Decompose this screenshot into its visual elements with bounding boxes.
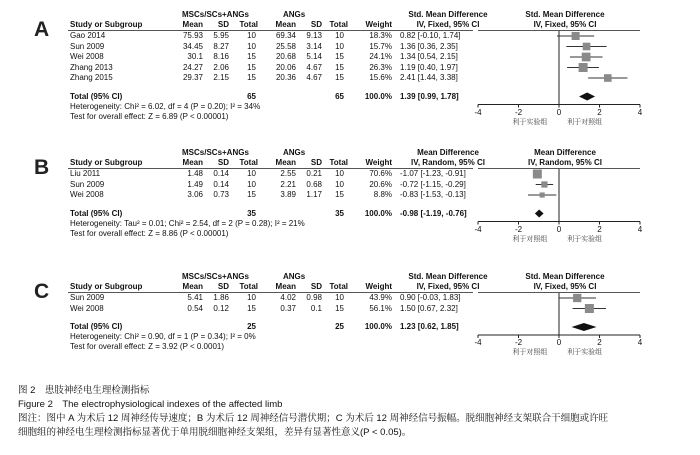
total-row-control: 65: [335, 91, 344, 101]
table-row-total-control: 15: [335, 190, 344, 199]
col-header-weight: Weight: [365, 158, 392, 167]
table-row-mean-control: 20.06: [275, 62, 296, 72]
col-header-weight: Weight: [365, 282, 392, 291]
table-row-sd-treatment: 0.12: [213, 303, 229, 313]
table-row-study: Zhang 2013: [70, 62, 113, 72]
table-row-total-treatment: 10: [247, 31, 256, 40]
table-row-mean-treatment: 3.06: [187, 190, 203, 199]
col-header-total-control: Total: [329, 282, 348, 291]
table-row-total-treatment: 15: [247, 73, 256, 82]
table-row-sd-control: 4.67: [306, 73, 322, 82]
axis-label-left: 利于实验组: [512, 118, 548, 126]
axis-label-right: 利于实验组: [567, 349, 603, 356]
total-row-label: Total (95% CI): [70, 91, 123, 101]
group-header-effect-col: Std. Mean Difference: [408, 10, 488, 19]
table-row-mean-control: 20.36: [275, 73, 296, 82]
axis-label-right: 利于实验组: [567, 235, 603, 243]
table-row-total-control: 15: [335, 52, 344, 61]
col-header-total-control: Total: [329, 158, 348, 167]
panel-letter-a: A: [34, 18, 50, 41]
group-header-control: ANGs: [283, 10, 306, 19]
total-row-control: 35: [335, 208, 344, 218]
table-row-total-treatment: 10: [247, 179, 256, 189]
table-row-sd-treatment: 8.27: [213, 41, 229, 51]
total-row-treatment: 65: [247, 91, 256, 101]
forest-plot-a: [0, 30, 700, 160]
table-row-total-control: 10: [335, 293, 344, 302]
table-row-mean-treatment: 29.37: [182, 73, 203, 82]
col-header-study: Study or Subgroup: [70, 20, 143, 29]
table-row-mean-treatment: 1.48: [187, 169, 203, 178]
table-row-mean-control: 2.55: [280, 169, 296, 178]
table-row-mean-treatment: 34.45: [182, 41, 203, 51]
table-row-weight: 18.3%: [369, 31, 392, 40]
table-row-weight: 20.6%: [369, 179, 392, 189]
heterogeneity-text: Heterogeneity: Chi² = 0.90, df = 1 (P = 0.34); I² = 0%: [70, 332, 256, 341]
total-row-treatment: 25: [247, 322, 256, 331]
col-header-ci: IV, Fixed, 95% CI: [416, 20, 480, 29]
table-row-sd-control: 4.67: [306, 62, 322, 72]
table-row-mean-control: 0.37: [280, 303, 296, 313]
total-row-label: Total (95% CI): [70, 322, 123, 331]
table-row-total-control: 15: [335, 62, 344, 72]
table-row-weight: 26.3%: [369, 62, 392, 72]
table-row-mean-control: 25.58: [275, 41, 296, 51]
study-point: [573, 294, 581, 302]
table-row-sd-control: 9.13: [306, 31, 322, 40]
table-row-weight: 15.7%: [369, 41, 392, 51]
table-row-sd-control: 0.68: [306, 179, 322, 189]
figure-title-en: Figure 2 The electrophysiological indexes of the affected limb: [18, 399, 283, 410]
group-header-effect-col: Mean Difference: [417, 148, 479, 157]
table-row-mean-treatment: 1.49: [187, 179, 203, 189]
study-point: [585, 304, 594, 313]
table-row-weight: 56.1%: [369, 303, 392, 313]
group-header-control: ANGs: [283, 272, 306, 281]
col-header-total-treatment: Total: [239, 282, 258, 291]
x-axis-tick-label: -2: [514, 107, 523, 117]
table-row-study: Sun 2009: [70, 41, 105, 51]
total-row-weight: 100.0%: [364, 322, 392, 331]
x-axis-tick-label: -4: [474, 338, 482, 347]
table-row-total-treatment: 15: [247, 62, 256, 72]
table-row-sd-treatment: 0.14: [213, 179, 229, 189]
table-row-sd-control: 5.14: [306, 52, 322, 61]
table-row-study: Sun 2009: [70, 179, 105, 189]
table-row-sd-treatment: 1.86: [213, 293, 229, 302]
col-header-plot-ci: IV, Fixed, 95% CI: [533, 20, 597, 29]
heterogeneity-text: Heterogeneity: Chi² = 6.02, df = 4 (P = 0.20); I² = 34%: [70, 101, 261, 111]
table-row-total-treatment: 15: [247, 52, 256, 61]
table-row-ci: -1.07 [-1.23, -0.91]: [400, 169, 466, 178]
col-header-plot-ci: IV, Fixed, 95% CI: [533, 282, 597, 291]
table-row-total-control: 10: [335, 169, 344, 178]
table-row-study: Sun 2009: [70, 293, 105, 302]
table-row-sd-treatment: 5.95: [213, 31, 229, 40]
table-row-sd-treatment: 2.06: [213, 62, 229, 72]
group-header-treatment: MSCs/SCs+ANGs: [182, 148, 249, 157]
group-header-effect-plot: Std. Mean Difference: [525, 10, 605, 19]
table-row-weight: 8.8%: [373, 190, 392, 199]
total-row-label: Total (95% CI): [70, 208, 123, 218]
table-row-ci: 1.50 [0.67, 2.32]: [400, 303, 458, 313]
col-header-total-control: Total: [329, 20, 348, 29]
group-header-effect-col: Std. Mean Difference: [408, 272, 488, 281]
table-row-ci: -0.83 [-1.53, -0.13]: [400, 190, 466, 199]
total-row-treatment: 35: [247, 208, 256, 218]
col-header-sd-control: SD: [310, 20, 322, 29]
col-header-mean-treatment: Mean: [182, 158, 203, 167]
table-row-total-control: 10: [335, 31, 344, 40]
table-row-mean-control: 69.34: [275, 31, 296, 40]
study-point: [582, 53, 591, 62]
group-header-control: ANGs: [283, 148, 306, 157]
col-header-mean-control: Mean: [275, 20, 296, 29]
table-row-weight: 24.1%: [369, 52, 392, 61]
table-row-study: Wei 2008: [70, 52, 104, 61]
col-header-total-treatment: Total: [239, 20, 258, 29]
total-row-control: 25: [335, 322, 344, 331]
table-row-ci: 1.34 [0.54, 2.15]: [400, 52, 458, 61]
x-axis-tick-label: 0: [556, 338, 562, 347]
col-header-weight: Weight: [365, 20, 392, 29]
panel-letter-b: B: [34, 156, 50, 179]
col-header-mean-control: Mean: [275, 158, 296, 167]
pooled-diamond: [535, 210, 544, 218]
x-axis-tick-label: 4: [637, 338, 643, 347]
x-axis-tick-label: -4: [474, 107, 482, 117]
col-header-study: Study or Subgroup: [70, 158, 143, 167]
col-header-study: Study or Subgroup: [70, 282, 143, 291]
table-row-ci: 2.41 [1.44, 3.38]: [400, 73, 458, 82]
table-row-total-control: 10: [335, 41, 344, 51]
table-row-sd-treatment: 2.15: [213, 73, 229, 82]
x-axis-tick-label: 4: [637, 107, 643, 117]
overall-effect-text: Test for overall effect: Z = 8.86 (P < 0.00001): [70, 228, 229, 238]
col-header-total-treatment: Total: [239, 158, 258, 167]
x-axis-tick-label: -2: [514, 338, 523, 347]
study-point: [540, 192, 545, 197]
x-axis-tick-label: -4: [474, 224, 482, 234]
table-row-mean-control: 4.02: [280, 293, 296, 302]
table-row-mean-treatment: 24.27: [182, 62, 203, 72]
table-row-total-treatment: 15: [247, 303, 256, 313]
table-row-ci: 1.36 [0.36, 2.35]: [400, 41, 458, 51]
table-row-sd-control: 0.1: [310, 303, 322, 313]
group-header-effect-plot: Mean Difference: [534, 148, 596, 157]
study-point: [579, 63, 588, 72]
col-header-sd-control: SD: [310, 158, 322, 167]
study-point: [572, 32, 580, 40]
panel-letter-c: C: [34, 280, 50, 303]
col-header-mean-control: Mean: [275, 282, 296, 291]
table-row-study: Liu 2011: [70, 169, 101, 178]
table-row-sd-control: 0.21: [306, 169, 322, 178]
col-header-ci: IV, Random, 95% CI: [411, 158, 485, 167]
axis-label-right: 利于对照组: [567, 118, 603, 126]
study-point: [541, 181, 547, 187]
table-row-total-control: 15: [335, 73, 344, 82]
x-axis-tick-label: 4: [637, 224, 643, 234]
figure-title-zh: 图 2 患肢神经电生理检测指标: [18, 385, 150, 396]
table-row-mean-control: 3.89: [280, 190, 296, 199]
table-row-study: Zhang 2015: [70, 73, 113, 82]
total-row-ci: -0.98 [-1.19, -0.76]: [400, 208, 467, 218]
table-row-mean-treatment: 5.41: [187, 293, 203, 302]
table-row-ci: 1.19 [0.40, 1.97]: [400, 62, 458, 72]
table-row-total-treatment: 10: [247, 169, 256, 178]
group-header-treatment: MSCs/SCs+ANGs: [182, 272, 249, 281]
table-row-study: Gao 2014: [70, 31, 106, 40]
study-point: [583, 43, 591, 51]
table-row-total-control: 15: [335, 303, 344, 313]
figure-note-line1: 图注：图中 A 为术后 12 周神经传导速度；B 为术后 12 周神经信号潜伏期；C 为术后 12 周神经信号振幅。脱细胞神经支架联合干细胞或许旺: [18, 413, 609, 424]
study-point: [533, 170, 542, 179]
heterogeneity-text: Heterogeneity: Tau² = 0.01; Chi² = 2.54, df = 2 (P = 0.28); I² = 21%: [70, 218, 305, 228]
table-row-mean-treatment: 75.93: [182, 31, 203, 40]
x-axis-tick-label: 0: [556, 107, 562, 117]
pooled-diamond: [572, 323, 597, 331]
table-row-mean-treatment: 30.1: [187, 52, 203, 61]
col-header-sd-treatment: SD: [217, 282, 229, 291]
col-header-sd-treatment: SD: [217, 20, 229, 29]
col-header-sd-treatment: SD: [217, 158, 229, 167]
col-header-mean-treatment: Mean: [182, 20, 203, 29]
total-row-weight: 100.0%: [364, 91, 392, 101]
col-header-sd-control: SD: [310, 282, 322, 291]
col-header-ci: IV, Fixed, 95% CI: [416, 282, 480, 291]
table-row-sd-control: 3.14: [306, 41, 322, 51]
table-row-total-treatment: 10: [247, 293, 256, 302]
table-row-total-treatment: 15: [247, 190, 256, 199]
total-row-ci: 1.39 [0.99, 1.78]: [400, 91, 459, 101]
total-row-weight: 100.0%: [364, 208, 392, 218]
table-row-weight: 15.6%: [369, 73, 392, 82]
x-axis-tick-label: 2: [597, 338, 602, 347]
study-point: [604, 74, 612, 82]
table-row-sd-treatment: 8.16: [213, 52, 229, 61]
col-header-mean-treatment: Mean: [182, 282, 203, 291]
table-row-mean-control: 20.68: [275, 52, 296, 61]
total-row-ci: 1.23 [0.62, 1.85]: [400, 322, 459, 331]
table-row-mean-treatment: 0.54: [187, 303, 203, 313]
table-row-study: Wei 2008: [70, 303, 104, 313]
col-header-plot-ci: IV, Random, 95% CI: [528, 158, 602, 167]
x-axis-tick-label: 0: [556, 224, 562, 234]
table-row-sd-control: 1.17: [306, 190, 322, 199]
table-row-sd-control: 0.98: [306, 293, 322, 302]
x-axis-tick-label: 2: [597, 107, 602, 117]
table-row-total-control: 10: [335, 179, 344, 189]
table-row-sd-treatment: 0.14: [213, 169, 229, 178]
table-row-ci: 0.82 [-0.10, 1.74]: [400, 31, 461, 40]
group-header-effect-plot: Std. Mean Difference: [525, 272, 605, 281]
pooled-diamond: [579, 93, 595, 101]
table-row-ci: -0.72 [-1.15, -0.29]: [400, 179, 466, 189]
x-axis-tick-label: 2: [597, 224, 602, 234]
table-row-study: Wei 2008: [70, 190, 104, 199]
figure-note-line2: 细胞组的神经电生理检测指标显著优于单用脱细胞神经支架组，差异有显著性意义(P < 0.05)。: [18, 427, 412, 438]
overall-effect-text: Test for overall effect: Z = 3.92 (P < 0.0001): [70, 342, 225, 351]
table-row-mean-control: 2.21: [280, 179, 296, 189]
group-header-treatment: MSCs/SCs+ANGs: [182, 10, 249, 19]
x-axis-tick-label: -2: [514, 224, 523, 234]
table-row-weight: 43.9%: [369, 293, 392, 302]
axis-label-left: 利于对照组: [512, 349, 548, 356]
table-row-ci: 0.90 [-0.03, 1.83]: [400, 293, 461, 302]
table-row-sd-treatment: 0.73: [213, 190, 229, 199]
table-row-weight: 70.6%: [369, 169, 392, 178]
axis-label-left: 利于对照组: [512, 235, 548, 243]
overall-effect-text: Test for overall effect: Z = 6.89 (P < 0.00001): [70, 111, 229, 121]
table-row-total-treatment: 10: [247, 41, 256, 51]
